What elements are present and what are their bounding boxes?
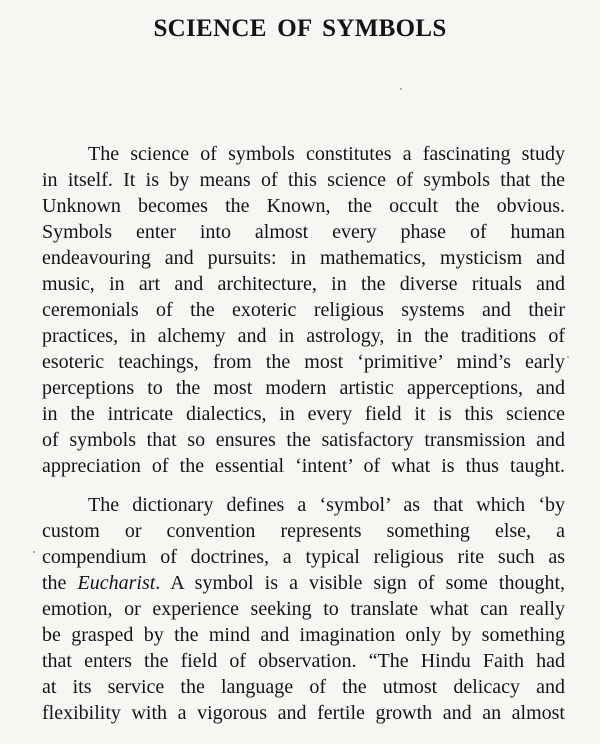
- text-line-with-italic: [42, 570, 565, 596]
- text-line: be grasped by the mind and imagination only by something: [42, 624, 565, 646]
- text-segment: . A symbol is a visible sign of some thought,: [155, 572, 565, 594]
- text-line: of symbols that so ensures the satisfactory transmission and: [42, 429, 565, 451]
- text-line: emotion, or experience seeking to translate what can really: [42, 598, 565, 620]
- text-line: appreciation of the essential ‘intent’ of what is thus taught.: [42, 455, 565, 477]
- chapter-title: SCIENCE OF SYMBOLS: [153, 15, 447, 42]
- paragraph-2: [42, 492, 565, 726]
- text-line: compendium of doctrines, a typical religious rite such as: [42, 546, 565, 568]
- text-line: practices, in alchemy and in astrology, in the traditions of: [42, 325, 565, 347]
- text-line: at its service the language of the utmost delicacy and: [42, 676, 565, 698]
- paper-speck: [33, 551, 35, 553]
- text-line: in itself. It is by means of this science of symbols that the: [42, 169, 565, 191]
- text-line: flexibility with a vigorous and fertile growth and an almost: [42, 702, 565, 724]
- text-line: in the intricate dialectics, in every field it is this science: [42, 403, 565, 425]
- text-line: custom or convention represents something else, a: [42, 520, 565, 542]
- text-line: The dictionary defines a ‘symbol’ as that which ‘by: [88, 494, 565, 516]
- text-line: music, in art and architecture, in the diverse rituals and: [42, 273, 565, 295]
- italic-term: Eucharist: [77, 572, 156, 594]
- text-segment: the: [42, 572, 78, 594]
- text-line: The science of symbols constitutes a fascinating study: [88, 143, 565, 165]
- text-line: endeavouring and pursuits: in mathematics, mysticism and: [42, 247, 565, 269]
- text-line: esoteric teachings, from the most ‘primitive’ mind’s early: [42, 351, 565, 373]
- text-line: perceptions to the most modern artistic apperceptions, and: [42, 377, 565, 399]
- text-line: that enters the field of observation. “The Hindu Faith had: [42, 650, 565, 672]
- paper-speck: [567, 356, 569, 358]
- paragraph-1: [42, 141, 565, 479]
- paper-speck: [400, 88, 402, 90]
- text-line: Unknown becomes the Known, the occult the obvious.: [42, 195, 565, 217]
- text-line: Symbols enter into almost every phase of human: [42, 221, 565, 243]
- text-line: ceremonials of the exoteric religious systems and their: [42, 299, 565, 321]
